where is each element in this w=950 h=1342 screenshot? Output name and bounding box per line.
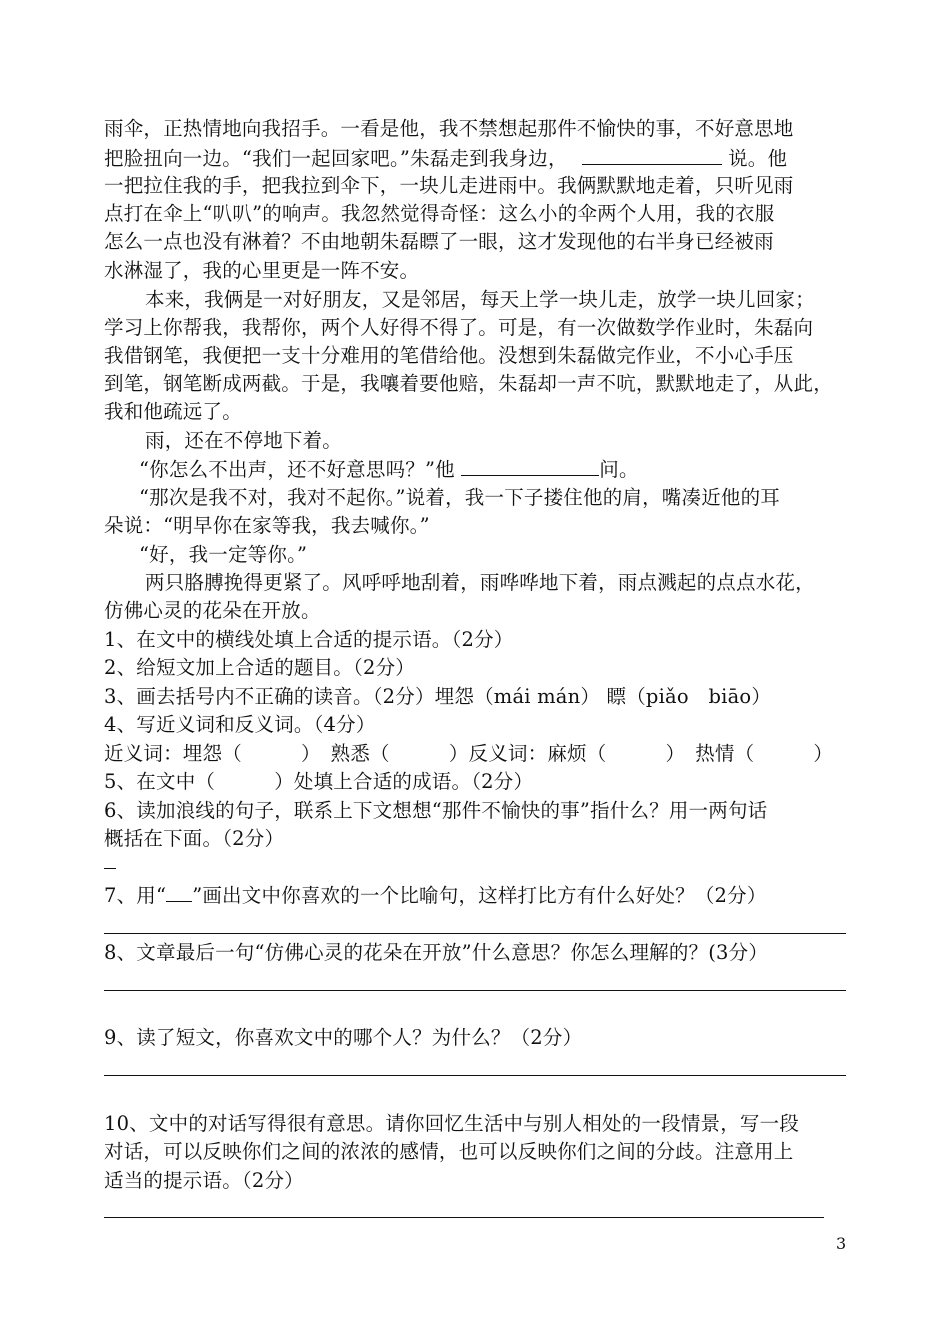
passage-text: 问。 (599, 458, 639, 481)
question-10-cont: 对话，可以反映你们之间的浓浓的感情，也可以反映你们之间的分歧。注意用上 (104, 1140, 794, 1163)
answer-line-stub[interactable] (104, 868, 116, 869)
passage-text: 说。他 (721, 147, 788, 170)
passage-line: 到笔，钢笔断成两截。于是，我嚷着要他赔，朱磊却一声不吭，默默地走了，从此， (104, 372, 833, 395)
passage-line (139, 455, 639, 484)
passage-line: 水淋湿了，我的心里更是一阵不安。 (104, 259, 420, 282)
passage-line: 我借钢笔，我便把一支十分难用的笔借给他。没想到朱磊做完作业，不小心手压 (104, 344, 794, 367)
passage-line: 本来，我俩是一对好朋友，又是邻居，每天上学一块儿走，放学一块儿回家； (145, 288, 815, 311)
question-8: 8、文章最后一句“仿佛心灵的花朵在开放”什么意思？你怎么理解的？(3分） (104, 941, 769, 964)
question-4-items: 近义词：埋怨（ ） 熟悉（ ）反义词：麻烦（ ） 热情（ ） (104, 742, 834, 765)
question-10-cont: 适当的提示语。（2分） (104, 1169, 304, 1192)
underline-sample (166, 883, 192, 902)
passage-line: 两只胳膊挽得更紧了。风呼呼地刮着，雨哗哗地下着，雨点溅起的点点水花， (145, 571, 815, 594)
question-9: 9、读了短文，你喜欢文中的哪个人？为什么？（2分） (104, 1026, 583, 1049)
answer-line[interactable] (104, 933, 846, 934)
passage-line: 雨伞，正热情地向我招手。一看是他，我不禁想起那件不愉快的事，不好意思地 (104, 117, 794, 140)
question-7 (104, 882, 767, 910)
passage-line: 点打在伞上“叭叭”的响声。我忽然觉得奇怪：这么小的伞两个人用，我的衣服 (104, 202, 775, 225)
question-2: 2、给短文加上合适的题目。（2分） (104, 656, 415, 679)
question-3: 3、画去括号内不正确的读音。（2分）埋怨（mái mán） 瞟（piǎo biāo） (104, 685, 772, 708)
passage-text: 把脸扭向一边。“我们一起回家吧。”朱磊走到我身边， (104, 147, 568, 170)
page-number: 3 (836, 1234, 847, 1253)
question-4: 4、写近义词和反义词。（4分） (104, 713, 376, 736)
passage-text: “你怎么不出声，还不好意思吗？”他 (139, 458, 462, 481)
passage-line: 仿佛心灵的花朵在开放。 (104, 599, 321, 622)
question-1: 1、在文中的横线处填上合适的提示语。（2分） (104, 628, 514, 651)
answer-blank[interactable] (461, 455, 599, 476)
answer-line[interactable] (104, 990, 846, 991)
passage-line: 怎么一点也没有淋着？不由地朝朱磊瞟了一眼，这才发现他的右半身已经被雨 (104, 230, 774, 253)
question-5: 5、在文中（ ）处填上合适的成语。（2分） (104, 770, 534, 793)
passage-line: 一把拉住我的手，把我拉到伞下，一块儿走进雨中。我俩默默地走着，只听见雨 (104, 174, 794, 197)
passage-line: 朵说：“明早你在家等我，我去喊你。” (104, 514, 430, 537)
passage-line (104, 144, 787, 173)
question-6: 6、读加浪线的句子，联系上下文想想“那件不愉快的事”指什么？用一两句话 (104, 799, 768, 822)
question-10: 10、文中的对话写得很有意思。请你回忆生活中与别人相处的一段情景，写一段 (104, 1112, 800, 1135)
passage-line: 雨，还在不停地下着。 (145, 429, 343, 452)
answer-line[interactable] (104, 1075, 846, 1076)
passage-line: 我和他疏远了。 (104, 400, 242, 423)
question-text: ”画出文中你喜欢的一个比喻句，这样打比方有什么好处？（2分） (192, 884, 767, 907)
passage-line: “那次是我不对，我对不起你。”说着，我一下子搂住他的肩，嘴凑近他的耳 (139, 486, 780, 509)
passage-line: 学习上你帮我，我帮你，两个人好得不得了。可是，有一次做数学作业时，朱磊向 (104, 316, 814, 339)
question-6-cont: 概括在下面。（2分） (104, 827, 285, 850)
answer-blank[interactable] (582, 144, 722, 165)
question-text: 7、用“ (104, 884, 167, 907)
passage-line: “好，我一定等你。” (139, 543, 308, 566)
answer-line[interactable] (104, 1217, 824, 1218)
